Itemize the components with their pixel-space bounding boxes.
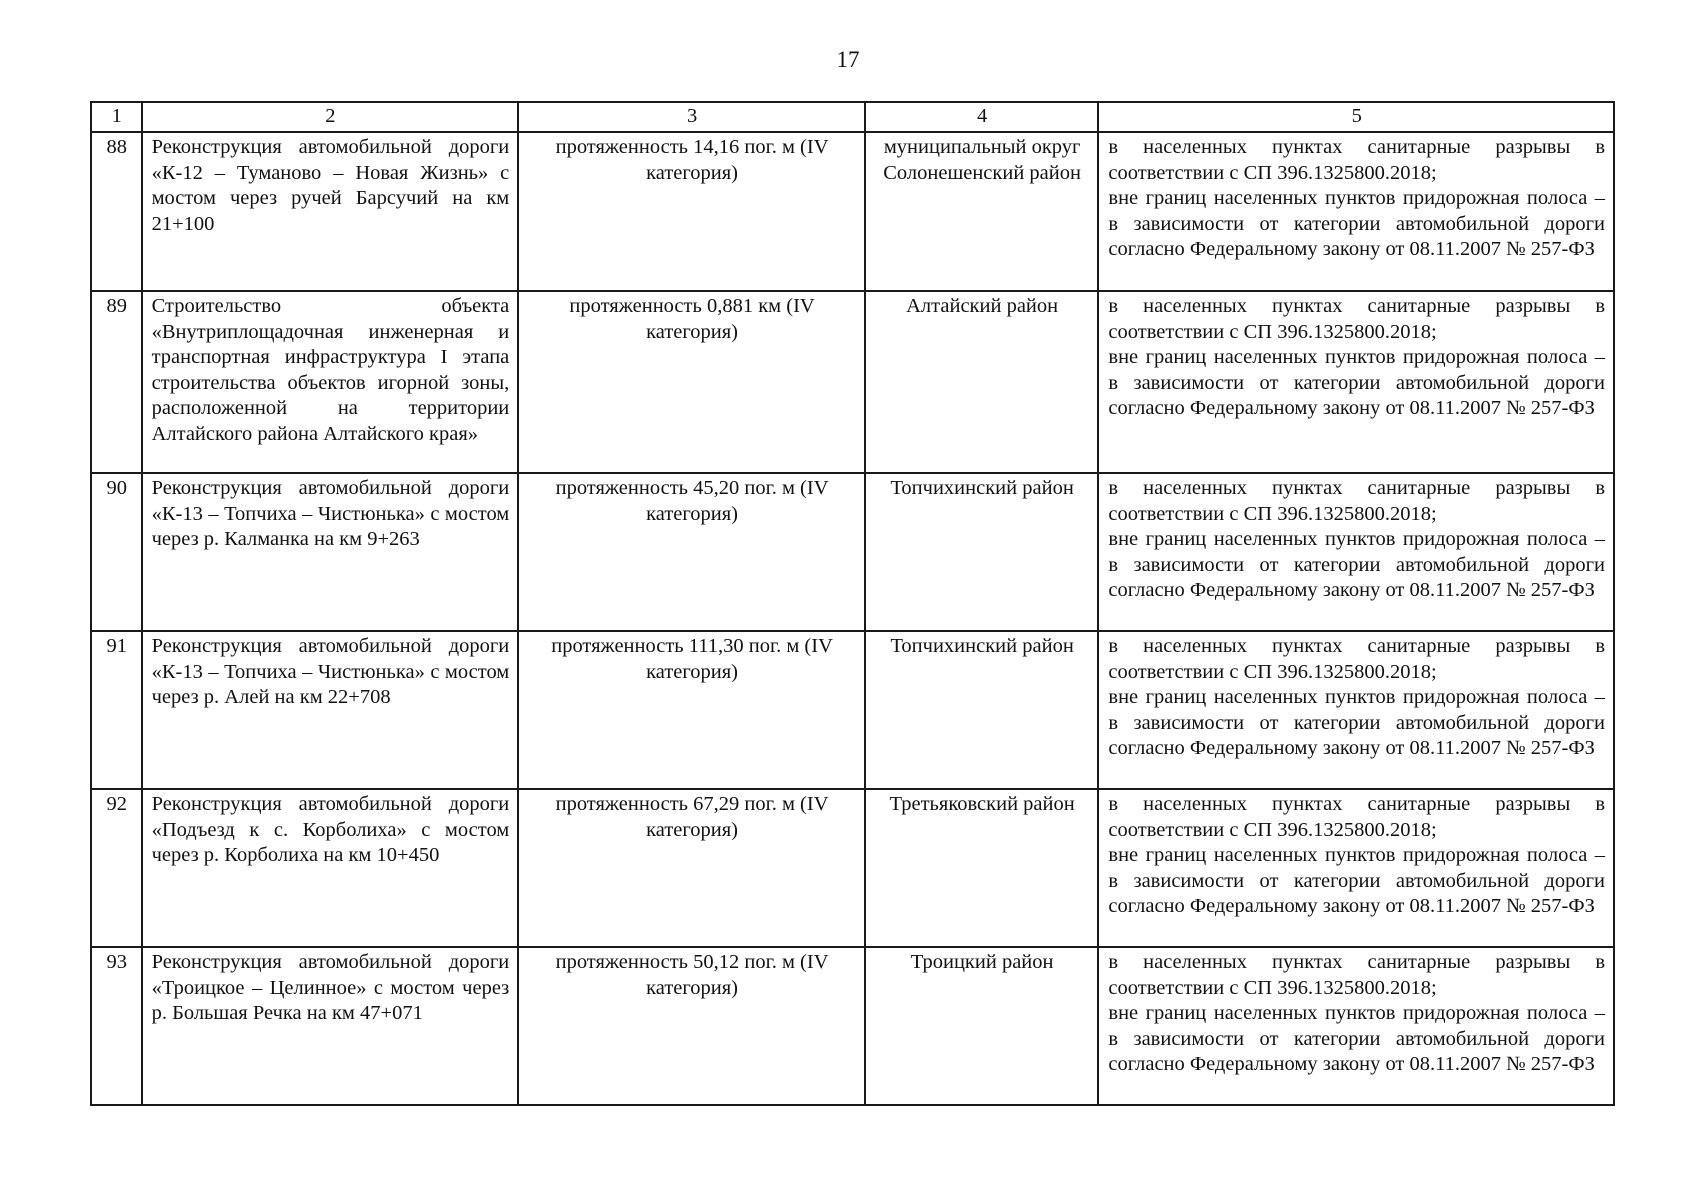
object-location: Третьяковский район [865,789,1099,947]
zone-settlement-text: в населенных пунктах санитарные разрывы в соответствии с СП 396.1325800.2018; [1108,793,1605,841]
object-name: Строительство объекта «Внутриплощадочная инженерная и транспортная инфраструктура I этапа строительства объектов игорной зоны, расположенной на территории Алтайского района Алтайского края» [142,291,519,473]
zone-outside-text: вне границ населенных пунктов придорожная полоса – в зависимости от категории автомобильной дороги согласно Федеральному закону от 08.11.2007 № 257-ФЗ [1108,346,1605,419]
zone-settlement-text: в населенных пунктах санитарные разрывы в соответствии с СП 396.1325800.2018; [1108,477,1605,525]
object-location: Топчихинский район [865,631,1099,789]
object-location: Алтайский район [865,291,1099,473]
zone-description [1098,789,1614,947]
object-parameters: протяженность 0,881 км (IV категория) [518,291,865,473]
zone-outside-text: вне границ населенных пунктов придорожная полоса – в зависимости от категории автомобильной дороги согласно Федеральному закону от 08.11.2007 № 257-ФЗ [1108,844,1605,917]
object-name: Реконструкция автомобильной дороги «К-12 – Туманово – Новая Жизнь» с мостом через ручей Барсучий на км 21+100 [142,132,519,291]
column-header-3: 3 [518,102,865,132]
object-parameters: протяженность 67,29 пог. м (IV категория) [518,789,865,947]
zone-description [1098,291,1614,473]
object-parameters: протяженность 111,30 пог. м (IV категория) [518,631,865,789]
zone-settlement-text: в населенных пунктах санитарные разрывы в соответствии с СП 396.1325800.2018; [1108,951,1605,999]
zone-outside-text: вне границ населенных пунктов придорожная полоса – в зависимости от категории автомобильной дороги согласно Федеральному закону от 08.11.2007 № 257-ФЗ [1108,528,1605,601]
row-number: 91 [91,631,142,789]
table-row [91,132,1614,291]
table-row [91,789,1614,947]
object-name: Реконструкция автомобильной дороги «Троицкое – Целинное» с мостом через р. Большая Речка на км 47+071 [142,947,519,1105]
objects-table [90,101,1615,1106]
zone-settlement-text: в населенных пунктах санитарные разрывы в соответствии с СП 396.1325800.2018; [1108,635,1605,683]
zone-outside-text: вне границ населенных пунктов придорожная полоса – в зависимости от категории автомобильной дороги согласно Федеральному закону от 08.11.2007 № 257-ФЗ [1108,686,1605,759]
column-header-2: 2 [142,102,519,132]
zone-settlement-text: в населенных пунктах санитарные разрывы в соответствии с СП 396.1325800.2018; [1108,295,1605,343]
zone-description [1098,947,1614,1105]
column-header-1: 1 [91,102,142,132]
object-name: Реконструкция автомобильной дороги «Подъезд к с. Корболиха» с мостом через р. Корболиха на км 10+450 [142,789,519,947]
row-number: 90 [91,473,142,631]
zone-outside-text: вне границ населенных пунктов придорожная полоса – в зависимости от категории автомобильной дороги согласно Федеральному закону от 08.11.2007 № 257-ФЗ [1108,1002,1605,1075]
table-header-row [91,102,1614,132]
zone-description [1098,132,1614,291]
column-header-5: 5 [1098,102,1614,132]
object-name: Реконструкция автомобильной дороги «К-13 – Топчиха – Чистюнька» с мостом через р. Калманка на км 9+263 [142,473,519,631]
row-number: 93 [91,947,142,1105]
table-row [91,947,1614,1105]
table-row [91,473,1614,631]
column-header-4: 4 [865,102,1099,132]
zone-outside-text: вне границ населенных пунктов придорожная полоса – в зависимости от категории автомобильной дороги согласно Федеральному закону от 08.11.2007 № 257-ФЗ [1108,187,1605,260]
page-number: 17 [836,47,860,72]
object-location: Троицкий район [865,947,1099,1105]
object-parameters: протяженность 45,20 пог. м (IV категория) [518,473,865,631]
zone-description [1098,631,1614,789]
object-parameters: протяженность 14,16 пог. м (IV категория) [518,132,865,291]
row-number: 88 [91,132,142,291]
table-row [91,631,1614,789]
zone-description [1098,473,1614,631]
zone-settlement-text: в населенных пунктах санитарные разрывы в соответствии с СП 396.1325800.2018; [1108,136,1605,184]
object-location: Топчихинский район [865,473,1099,631]
object-parameters: протяженность 50,12 пог. м (IV категория) [518,947,865,1105]
object-name: Реконструкция автомобильной дороги «К-13 – Топчиха – Чистюнька» с мостом через р. Алей на км 22+708 [142,631,519,789]
row-number: 92 [91,789,142,947]
row-number: 89 [91,291,142,473]
object-location: муниципальный округ Солонешенский район [865,132,1099,291]
table-row [91,291,1614,473]
